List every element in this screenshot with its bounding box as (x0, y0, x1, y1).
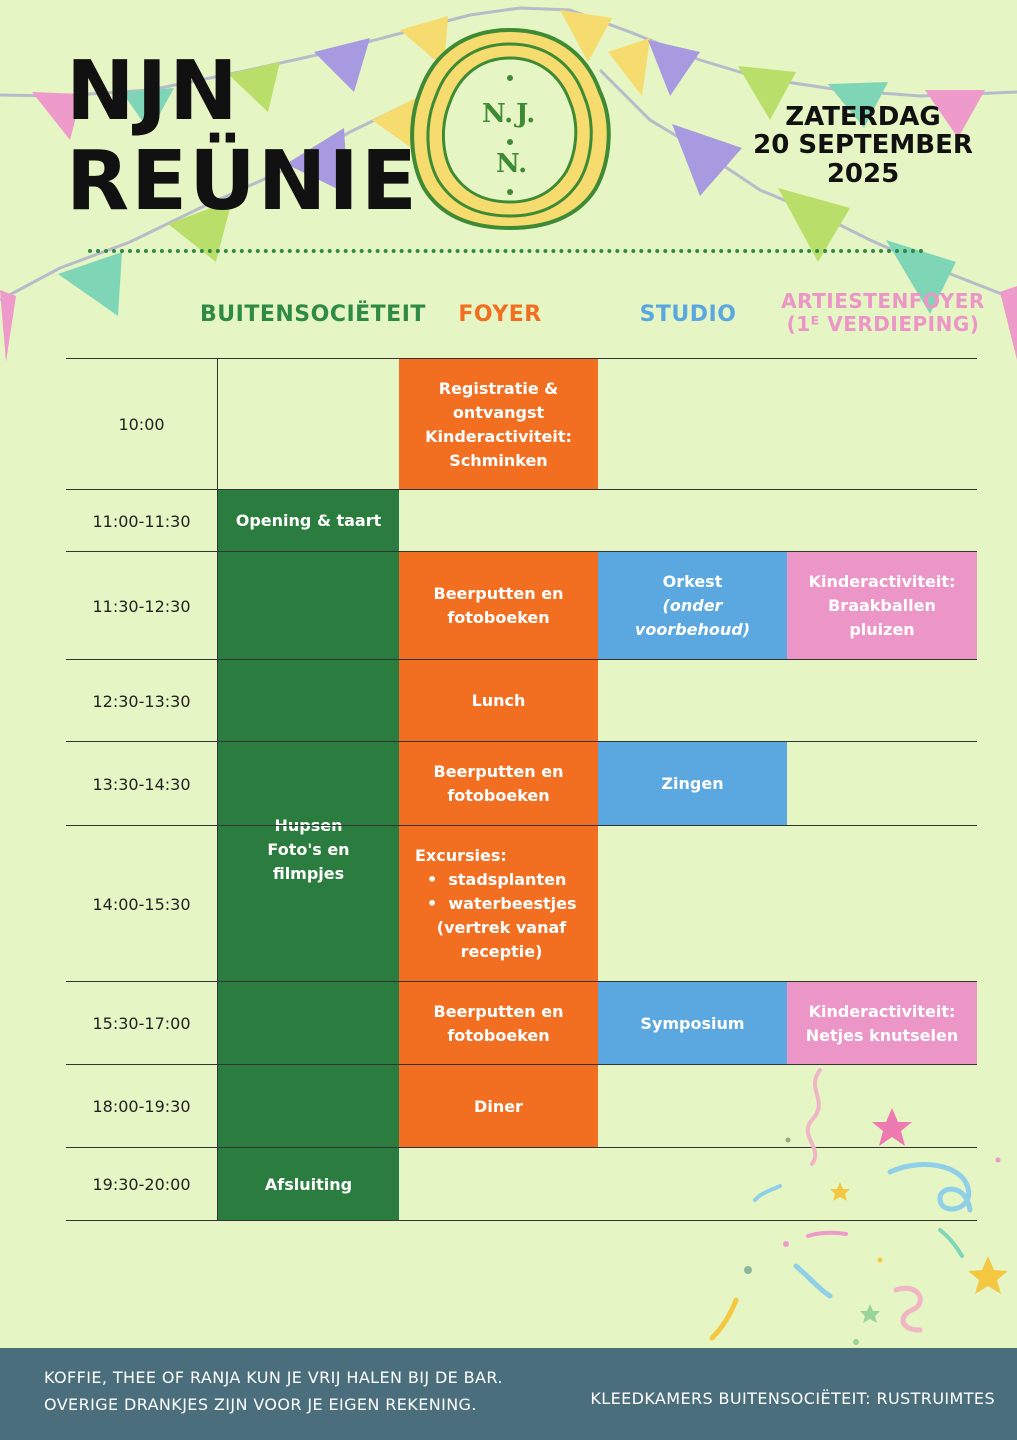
excursies-item-1: • stadsplanten (427, 870, 567, 889)
activity-beerputten-2: Beerputten en fotoboeken (399, 742, 598, 826)
njn-logo-icon (404, 22, 616, 232)
time-slot-7: 15:30-17:00 (92, 1014, 191, 1033)
table-line (66, 358, 977, 359)
activity-symposium: Symposium (598, 982, 787, 1065)
time-slot-8: 18:00-19:30 (92, 1097, 191, 1116)
title-line-2: REÜNIE (66, 134, 419, 229)
activity-opening: Opening & taart (218, 490, 399, 552)
time-slot-5: 13:30-14:30 (92, 774, 191, 794)
table-line (66, 825, 977, 826)
column-header-artiestenfoyer-line2: (1ᴱ VERDIEPING) (786, 312, 980, 336)
activity-afsluiting: Afsluiting (218, 1148, 399, 1221)
date-day: ZATERDAG (785, 102, 941, 132)
activity-braakballen: Kinderactiviteit: Braakballen pluizen (787, 552, 977, 660)
footer-drinks-line-2: OVERIGE DRANKJES ZIJN VOOR JE EIGEN REKENING. (44, 1395, 477, 1414)
logo-letter-n1: N. (482, 99, 514, 129)
footer-restrooms-note: KLEEDKAMERS BUITENSOCIËTEIT: RUSTRUIMTES (590, 1389, 995, 1408)
activity-beerputten-1: Beerputten en fotoboeken (399, 552, 598, 660)
logo-letter-n2: N. (496, 149, 528, 179)
activity-beerputten-3: Beerputten en fotoboeken (399, 982, 598, 1065)
time-slot-1: 10:00 (118, 415, 165, 434)
date-year: 2025 (826, 159, 900, 189)
time-slot-2: 11:00-11:30 (92, 511, 191, 531)
time-slot-3: 11:30-12:30 (92, 596, 191, 616)
column-header-foyer: FOYER (458, 302, 542, 327)
time-slot-4: 12:30-13:30 (92, 691, 191, 711)
excursies-title: Excursies: (415, 846, 507, 865)
excursies-item-2: • waterbeestjes (427, 894, 577, 913)
table-line (66, 741, 977, 742)
time-slot-6: 14:00-15:30 (92, 894, 191, 914)
table-line (66, 551, 977, 552)
activity-netjes: Kinderactiviteit: Netjes knutselen (787, 982, 977, 1065)
activity-diner: Diner (399, 1065, 598, 1148)
confetti-decoration (700, 1060, 1017, 1350)
activity-lunch: Lunch (399, 660, 598, 742)
time-slot-9: 19:30-20:00 (92, 1175, 191, 1194)
column-header-studio: STUDIO (639, 302, 737, 327)
table-line (66, 489, 977, 490)
excursies-note-2: receptie) (460, 942, 543, 961)
table-line (66, 659, 977, 660)
footer-drinks-line-1: KOFFIE, THEE OF RANJA KUN JE VRIJ HALEN BIJ DE BAR. (44, 1368, 503, 1387)
activity-orkest: Orkest (onder voorbehoud) (598, 552, 787, 660)
date-month: 20 SEPTEMBER (753, 130, 973, 160)
table-line (66, 981, 977, 982)
logo-letter-j: J. (516, 99, 536, 129)
table-column-line (217, 358, 218, 1221)
activity-registratie: Registratie & ontvangst Kinderactiviteit: Schminken (399, 359, 598, 490)
title-line-1: NJN (66, 44, 240, 139)
dotted-divider (88, 249, 924, 253)
excursies-note-1: (vertrek vanaf (436, 918, 567, 937)
column-header-artiestenfoyer-line1: ARTIESTENFOYER (781, 289, 985, 313)
activity-zingen: Zingen (598, 742, 787, 826)
column-header-buitensocieteit: BUITENSOCIËTEIT (200, 302, 426, 327)
activity-excursies (399, 826, 598, 982)
activity-hupsen: Hupsen Foto's en filmpjes (218, 552, 399, 1148)
column-header-artiestenfoyer (778, 290, 988, 336)
